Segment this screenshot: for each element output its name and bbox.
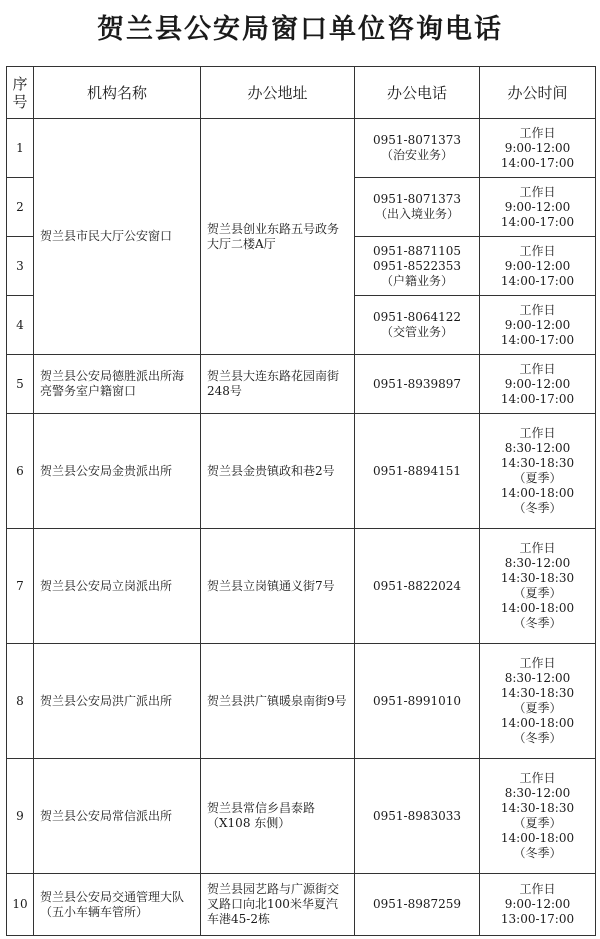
row-phone: 0951-8064122 （交管业务） [355, 296, 480, 355]
row-phone: 0951-8991010 [355, 644, 480, 759]
row-hours: 工作日 9:00-12:00 14:00-17:00 [480, 178, 596, 237]
row-phone: 0951-8871105 0951-8522353 （户籍业务） [355, 237, 480, 296]
row-org-name: 贺兰县公安局立岗派出所 [34, 529, 201, 644]
contact-table [6, 66, 596, 936]
table-row [7, 529, 596, 644]
row-phone: 0951-8983033 [355, 759, 480, 874]
row-org-name: 贺兰县公安局常信派出所 [34, 759, 201, 874]
shared-org-name: 贺兰县市民大厅公安窗口 [34, 119, 201, 355]
header-hours: 办公时间 [480, 67, 596, 119]
row-address: 贺兰县洪广镇暖泉南街9号 [201, 644, 355, 759]
row-hours: 工作日 8:30-12:00 14:30-18:30 （夏季） 14:00-18:00 （冬季） [480, 414, 596, 529]
header-row [7, 67, 596, 119]
row-hours: 工作日 8:30-12:00 14:30-18:30 （夏季） 14:00-18:00 （冬季） [480, 529, 596, 644]
row-address: 贺兰县常信乡昌泰路 （X108 东侧） [201, 759, 355, 874]
row-hours: 工作日 9:00-12:00 14:00-17:00 [480, 355, 596, 414]
row-org-name: 贺兰县公安局交通管理大队（五小车辆车管所） [34, 874, 201, 936]
row-seq: 2 [7, 178, 34, 237]
table-row [7, 119, 596, 178]
row-address: 贺兰县园艺路与广源街交叉路口向北100米华夏汽车港45-2栋 [201, 874, 355, 936]
row-seq: 6 [7, 414, 34, 529]
row-address: 贺兰县金贵镇政和巷2号 [201, 414, 355, 529]
row-phone: 0951-8071373 （治安业务） [355, 119, 480, 178]
table-row [7, 644, 596, 759]
row-seq: 3 [7, 237, 34, 296]
page-title: 贺兰县公安局窗口单位咨询电话 [97, 14, 503, 45]
row-hours: 工作日 9:00-12:00 13:00-17:00 [480, 874, 596, 936]
row-seq: 5 [7, 355, 34, 414]
table-row [7, 414, 596, 529]
row-org-name: 贺兰县公安局金贵派出所 [34, 414, 201, 529]
row-hours: 工作日 9:00-12:00 14:00-17:00 [480, 237, 596, 296]
row-address: 贺兰县立岗镇通义街7号 [201, 529, 355, 644]
row-address: 贺兰县大连东路花园南街248号 [201, 355, 355, 414]
row-hours: 工作日 8:30-12:00 14:30-18:30 （夏季） 14:00-18:00 （冬季） [480, 644, 596, 759]
row-seq: 1 [7, 119, 34, 178]
row-seq: 8 [7, 644, 34, 759]
header-name: 机构名称 [34, 67, 201, 119]
row-seq: 7 [7, 529, 34, 644]
row-seq: 9 [7, 759, 34, 874]
row-seq: 4 [7, 296, 34, 355]
row-org-name: 贺兰县公安局德胜派出所海亮警务室户籍窗口 [34, 355, 201, 414]
header-seq: 序 号 [7, 67, 34, 119]
table-row [7, 874, 596, 936]
row-phone: 0951-8822024 [355, 529, 480, 644]
row-phone: 0951-8071373 （出入境业务） [355, 178, 480, 237]
shared-address: 贺兰县创业东路五号政务大厅二楼A厅 [201, 119, 355, 355]
table-row [7, 355, 596, 414]
row-hours: 工作日 9:00-12:00 14:00-17:00 [480, 119, 596, 178]
header-phone: 办公电话 [355, 67, 480, 119]
row-phone: 0951-8939897 [355, 355, 480, 414]
row-hours: 工作日 8:30-12:00 14:30-18:30 （夏季） 14:00-18:00 （冬季） [480, 759, 596, 874]
row-phone: 0951-8894151 [355, 414, 480, 529]
header-address: 办公地址 [201, 67, 355, 119]
row-phone: 0951-8987259 [355, 874, 480, 936]
row-org-name: 贺兰县公安局洪广派出所 [34, 644, 201, 759]
table-row [7, 759, 596, 874]
row-seq: 10 [7, 874, 34, 936]
row-hours: 工作日 9:00-12:00 14:00-17:00 [480, 296, 596, 355]
